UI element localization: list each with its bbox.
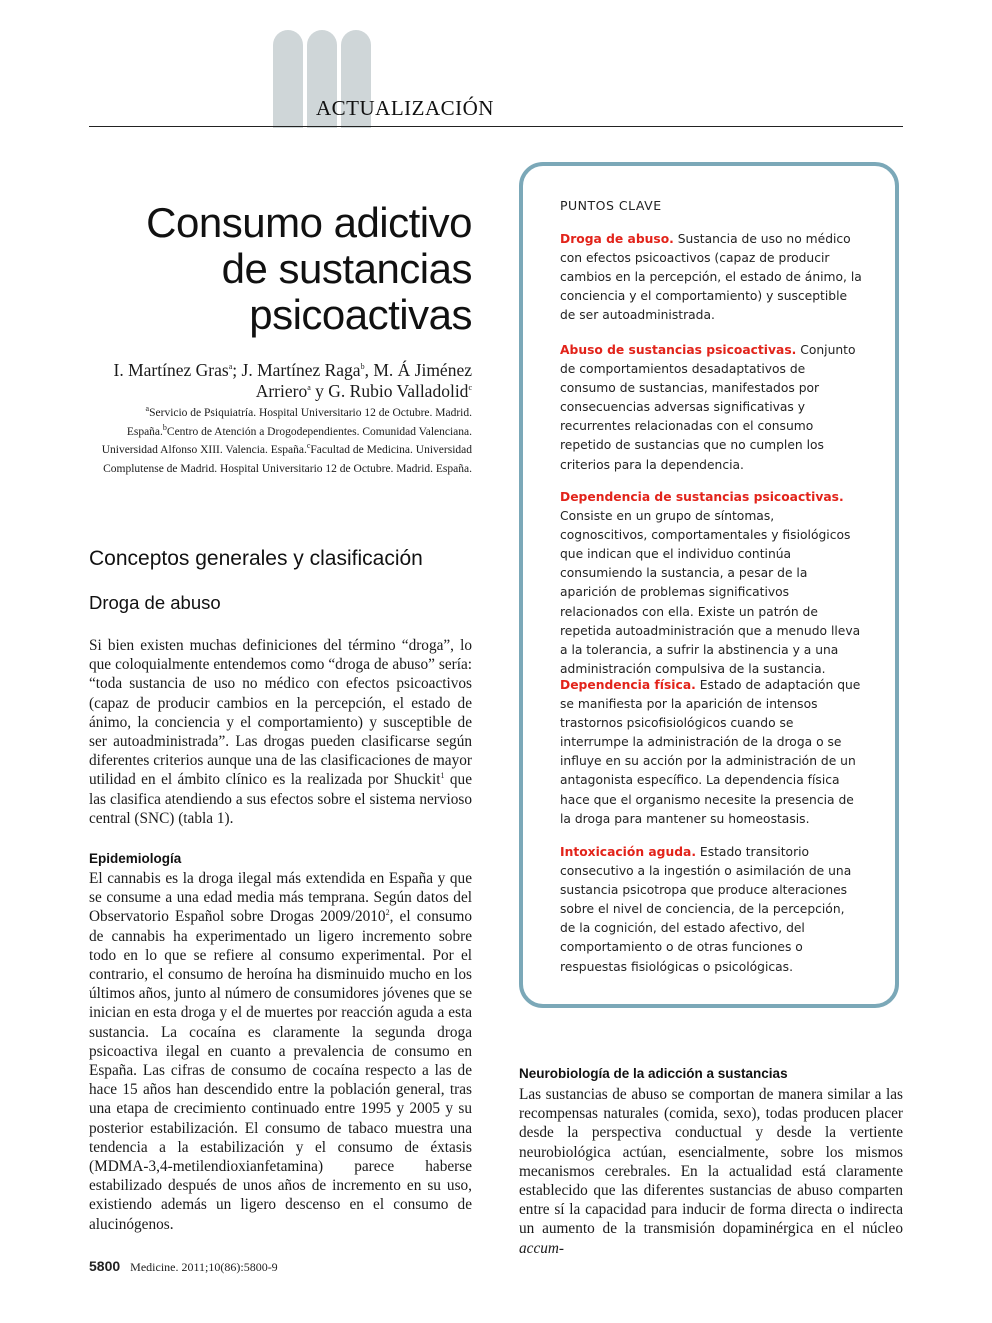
subsection-heading: Droga de abuso [89, 592, 221, 613]
key-point-item [560, 676, 862, 829]
author-separator: ; [232, 360, 242, 380]
key-point-text: Conjunto de comportamientos desadaptativos de consumo de sustancias, manifestados por consecuencias adversas significativas y recurrentes relacionadas con el consumo repetido de sustancias que no cumplen los criterios para la dependencia. [560, 343, 856, 472]
author-sup: b [360, 362, 365, 372]
affiliations [89, 404, 472, 478]
paragraph-text: Si bien existen muchas definiciones del término “droga”, lo que coloquialmente entendemos como “droga de abuso” sería: “toda sustancia de uso no médico con efectos psicoactivos (capaz de producir cambios en la percepción, el estado de ánimo, la conciencia y el comportamiento) y susceptible de ser autoadministrada”. Las drogas pueden clasificarse según diferentes criterios aunque una de las clasificaciones de mayor utilidad en el ámbito clínico es la realizada por Shuckit [89, 637, 472, 789]
reference-sup: 1 [440, 771, 445, 781]
affil-text: Centro de Atención a Drogodependientes. Comunidad Valenciana. Universidad Alfonso XIII. Valencia. España. [101, 425, 472, 456]
paragraph-italic: accum- [519, 1239, 565, 1257]
affil-sup: b [162, 422, 167, 432]
article-title [89, 200, 472, 338]
key-point-term: Dependencia de sustancias psicoactivas. [560, 490, 844, 504]
affil-sup: c [306, 441, 311, 451]
header-divider [89, 126, 903, 127]
author-name: M. Á Jiménez Arriero [255, 360, 472, 401]
section-heading: Conceptos generales y clasificación [89, 547, 423, 570]
subsubsection-heading: Neurobiología de la adicción a sustancias [519, 1066, 788, 1081]
key-point-item [560, 843, 862, 977]
affil-sup: a [145, 404, 150, 414]
affil-text: Facultad de Medicina. Universidad Complutense de Madrid. Hospital Universitario 12 de Octubre. Madrid. España. [103, 444, 472, 475]
key-point-item [560, 341, 862, 475]
paragraph [519, 1085, 903, 1258]
author-list [89, 360, 472, 402]
subsubsection-heading: Epidemiología [89, 851, 182, 866]
paragraph-text: que las clasifica atendiendo a sus efectos sobre el sistema nervioso central (SNC) (tabla 1). [89, 771, 472, 827]
key-point-item [560, 488, 862, 679]
title-line: de sustancias [221, 245, 472, 292]
key-point-text: Estado transitorio consecutivo a la ingestión o asimilación de una sustancia psicotropa que produce alteraciones sobre el nivel de conciencia, de la percepción, de la cognición, del estado afectivo, del comportamiento o de otras funciones o respuestas fisiológicas o psicológicas. [560, 845, 852, 974]
title-line: psicoactivas [249, 291, 472, 338]
paragraph [89, 636, 472, 828]
author-separator: , [364, 360, 374, 380]
author-separator: y [310, 381, 329, 401]
key-points-title: PUNTOS CLAVE [560, 198, 662, 213]
paragraph-text: El cannabis es la droga ilegal más extendida en España y que se consume a una edad media más temprana. Según datos del Observatorio Español sobre Drogas 2009/2010 [89, 870, 472, 926]
reference-sup: 2 [385, 908, 390, 918]
key-point-term: Intoxicación aguda. [560, 845, 697, 859]
key-point-term: Abuso de sustancias psicoactivas. [560, 343, 797, 357]
citation: Medicine. 2011;10(86):5800-9 [130, 1260, 278, 1274]
paragraph [89, 869, 472, 1234]
key-point-text: Consiste en un grupo de síntomas, cognoscitivos, comportamentales y fisiológicos que indican que el individuo continúa consumiendo la sustancia, a pesar de la aparición de problemas significativos relacionados con ella. Existe un patrón de repetida autoadministración que a menudo lleva a la tolerancia, a sufrir la abstinencia y a una administración compulsiva de la sustancia. [560, 509, 861, 676]
section-label: ACTUALIZACIÓN [316, 96, 494, 120]
key-point-term: Dependencia física. [560, 678, 696, 692]
key-point-text: Estado de adaptación que se manifiesta por la aparición de intensos trastornos psicofisiológicos cuando se interrumpe la administración de la droga o se influye en su acción por la administración de un antagonista específico. La dependencia física hace que el organismo necesite la presencia de la droga para mantener su homeostasis. [560, 678, 861, 826]
affil-text: Servicio de Psiquiatría. Hospital Universitario 12 de Octubre. Madrid. España. [126, 407, 472, 438]
paragraph-text: Las sustancias de abuso se comportan de manera similar a las recompensas naturales (comida, sexo), todas producen placer desde la perspectiva conductual y desde la vertiente neurobiológica actúan, esencialmente, sobre los mismos mecanismos cerebrales. En la actualidad está claramente establecido que las diferentes sustancias de abuso comparten entre sí la capacidad para inducir de forma directa o indirecta un aumento de la transmisión dopaminérgica en el núcleo [519, 1086, 903, 1238]
author-sup: a [228, 362, 233, 372]
paragraph-text: , el consumo de cannabis ha experimentado un ligero incremento sobre todo en lo que se refiere al consumo experimental. Por el contrario, el consumo de heroína ha disminuido mucho en los últimos años, junto al número de consumidores jóvenes que se inician en esta droga y el de muertes por reacción aguda a esta sustancia. La cocaína es claramente la segunda droga psicoactiva ilegal en cuanto a prevalencia de consumo en España. Las cifras de consumo de cocaína respecto a las de hace 15 años han descendido entre la población general, tras una etapa de crecimiento continuado entre 1995 y 2005 y su posterior estabilización. El consumo de tabaco muestra una tendencia a la estabilización y el consumo de éxtasis (MDMA-3,4-metilendioxianfetamina) parece haberse estabilizado después de unos años de incremento en su uso, existiendo además un ligero descenso en el consumo de alucinógenos. [89, 908, 472, 1233]
title-line: Consumo adictivo [146, 199, 472, 246]
author-name: I. Martínez Gras [113, 360, 229, 380]
author-sup: a [307, 383, 311, 393]
key-point-item [560, 230, 862, 325]
page-number: 5800 [89, 1258, 121, 1274]
key-point-text: Sustancia de uso no médico con efectos psicoactivos (capaz de producir cambios en la percepción, el estado de ánimo, la conciencia y el comportamiento) y susceptible de ser autoadministrada. [560, 232, 862, 323]
author-sup: c [468, 383, 472, 393]
page-footer [89, 1258, 278, 1275]
author-name: J. Martínez Raga [241, 360, 361, 380]
key-point-term: Droga de abuso. [560, 232, 674, 246]
author-name: G. Rubio Valladolid [328, 381, 469, 401]
